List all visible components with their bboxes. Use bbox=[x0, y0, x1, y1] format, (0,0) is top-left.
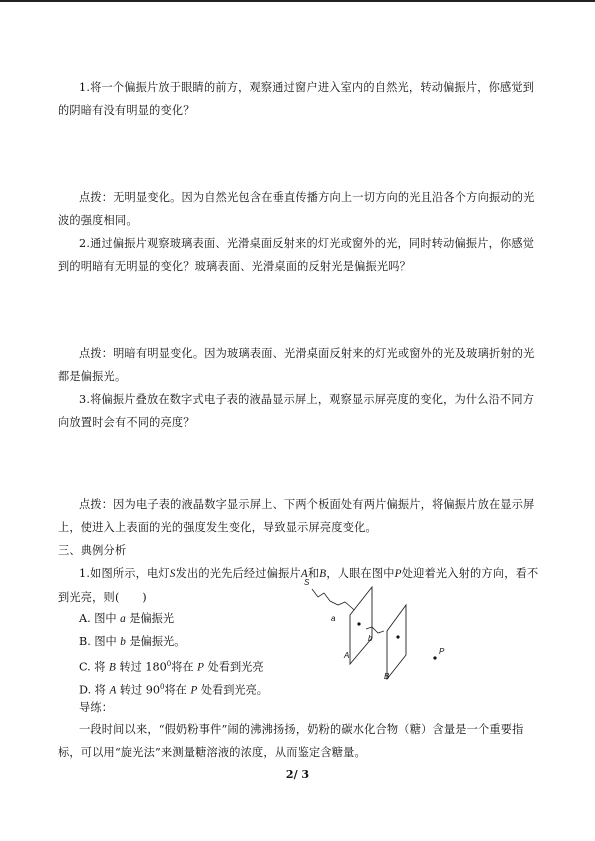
guide-passage: 一段时间以来，“假奶粉事件”闹的沸沸扬扬，奶粉的碳水化合物（糖）含量是一个重要指标，可以用“旋光法”来测量糖溶液的浓度，从而鉴定含糖量。 bbox=[58, 723, 524, 759]
option-a: A. 图中 a 是偏振光 bbox=[79, 612, 175, 625]
figure-label-a: a bbox=[331, 614, 336, 623]
option-b: B. 图中 b 是偏振光。 bbox=[79, 635, 186, 648]
figure-label-b: b bbox=[368, 634, 373, 643]
light-ray-a bbox=[312, 589, 356, 612]
option-c: C. 将 B 转过 $180^0$将在 P 处看到光亮 bbox=[79, 660, 264, 674]
example-question: 1.如图所示，电灯S发出的光先后经过偏振片A和B，人眼在图中P处迎着光入射的方向，看不到光亮，则( ) bbox=[58, 567, 539, 604]
figure-label-A: A bbox=[344, 651, 350, 660]
question-2: 2.通过偏振片观察玻璃表面、光滑桌面反射来的灯光或窗外的光，同时转动偏振片，你感觉到的明暗有无明显的变化？玻璃表面、光滑桌面的反射光是偏振光吗？ bbox=[58, 237, 535, 273]
polarizer-figure bbox=[300, 575, 460, 685]
eye-point-p bbox=[433, 656, 436, 659]
answer-3: 点拨：因为电子表的液晶数字显示屏上、下两个板面处有两片偏振片，将偏振片放在显示屏上，使进入上表面的光的强度发生变化，导致显示屏亮度变化。 bbox=[58, 498, 535, 534]
top-border-line bbox=[0, 0, 595, 2]
polarizer-b-dot bbox=[396, 635, 399, 638]
figure-label-p: P bbox=[439, 647, 445, 656]
question-1: 1.将一个偏振片放于眼睛的前方，观察通过窗户进入室内的自然光，转动偏振片，你感觉到的阴暗有没有明显的变化？ bbox=[58, 81, 535, 117]
polarizer-a bbox=[350, 587, 372, 664]
figure-label-s: S bbox=[304, 578, 310, 587]
question-3: 3.将偏振片叠放在数字式电子表的液晶显示屏上，观察显示屏亮度的变化，为什么沿不同方向放置时会有不同的亮度？ bbox=[58, 393, 535, 429]
guide-label: 导练： bbox=[79, 701, 114, 714]
answer-2: 点拨：明暗有明显变化。因为玻璃表面、光滑桌面反射来的灯光或窗外的光及玻璃折射的光都是偏振光。 bbox=[58, 347, 535, 383]
option-d: D. 将 A 转过 $90^0$将在 P 处看到光亮。 bbox=[79, 683, 268, 697]
figure-label-B: B bbox=[384, 672, 390, 681]
section-heading: 三、典例分析 bbox=[58, 544, 127, 557]
polarizer-b bbox=[387, 605, 406, 679]
polarizer-a-dot bbox=[357, 622, 360, 625]
answer-1: 点拨：无明显变化。因为自然光包含在垂直传播方向上一切方向的光且沿各个方向振动的光波的强度相同。 bbox=[58, 191, 535, 227]
page-number: 2/ 3 bbox=[285, 768, 310, 781]
